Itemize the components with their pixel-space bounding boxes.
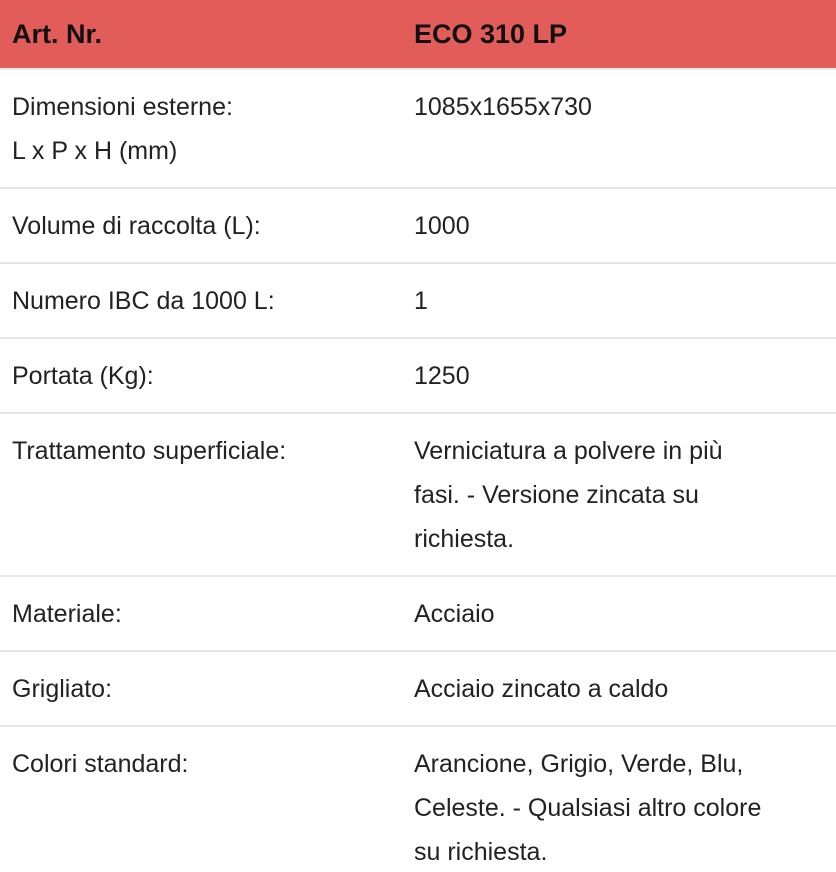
table-row (0, 576, 836, 651)
value-line: Verniciatura a polvere in più (414, 437, 723, 465)
table-row (0, 188, 836, 263)
row-label: Materiale: (0, 576, 407, 651)
row-value: 1085x1655x730 (407, 69, 836, 188)
table-row (0, 69, 836, 188)
row-value (407, 726, 836, 872)
value-line: Arancione, Grigio, Verde, Blu, (414, 750, 744, 778)
value-line: richiesta. (414, 525, 515, 553)
table-body (0, 69, 836, 872)
table-header (0, 0, 836, 69)
row-value (407, 413, 836, 576)
value-line: su richiesta. (414, 838, 548, 866)
header-model-name: ECO 310 LP (407, 0, 836, 69)
row-value: 1 (407, 263, 836, 338)
table-row (0, 263, 836, 338)
header-row (0, 0, 836, 69)
label-line: Dimensioni esterne: (12, 93, 233, 121)
row-value: 1250 (407, 338, 836, 413)
row-value: Acciaio (407, 576, 836, 651)
table-row (0, 726, 836, 872)
header-article-number: Art. Nr. (0, 0, 407, 69)
row-label: Colori standard: (12, 750, 189, 778)
row-label: Volume di raccolta (L): (0, 188, 407, 263)
row-value: Acciaio zincato a caldo (407, 651, 836, 726)
table-row (0, 338, 836, 413)
label-line: L x P x H (mm) (12, 137, 178, 165)
value-line: fasi. - Versione zincata su (414, 481, 699, 509)
row-value: 1000 (407, 188, 836, 263)
row-label (0, 69, 407, 188)
row-label: Grigliato: (0, 651, 407, 726)
row-label: Portata (Kg): (0, 338, 407, 413)
table-row (0, 651, 836, 726)
row-label: Numero IBC da 1000 L: (0, 263, 407, 338)
row-label: Trattamento superficiale: (0, 413, 407, 576)
value-line: Celeste. - Qualsiasi altro colore (414, 794, 762, 822)
table-row (0, 413, 836, 576)
